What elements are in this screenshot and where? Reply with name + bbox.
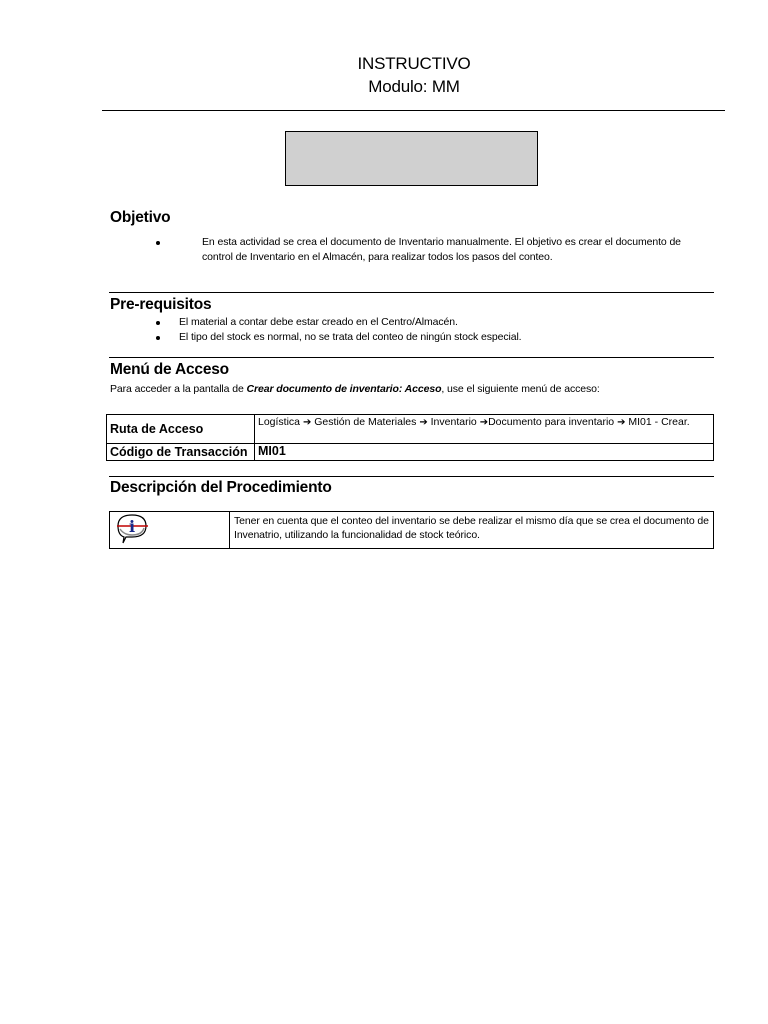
section-divider	[109, 357, 714, 358]
section-divider	[109, 292, 714, 293]
note-table	[109, 511, 714, 549]
transaccion-label: Código de Transacción	[107, 444, 255, 461]
intro-text: Para acceder a la pantalla de	[110, 383, 247, 395]
prerequisitos-bullet-1: El material a contar debe estar creado en el Centro/Almacén.	[179, 316, 458, 328]
arrow-right-icon: ➔	[419, 417, 428, 428]
info-icon	[114, 512, 154, 548]
header-divider	[102, 110, 725, 111]
note-icon-cell	[110, 512, 230, 549]
table-row	[110, 512, 714, 549]
procedimiento-heading: Descripción del Procedimiento	[110, 479, 332, 496]
header-placeholder-box	[285, 131, 538, 186]
section-divider	[109, 476, 714, 477]
menu-acceso-intro	[110, 382, 710, 397]
prerequisitos-bullet-2: El tipo del stock es normal, no se trata del conteo de ningún stock especial.	[179, 331, 522, 343]
document-subtitle: Modulo: MM	[368, 77, 460, 96]
objetivo-heading: Objetivo	[110, 209, 171, 226]
intro-emphasis: Crear documento de inventario: Acceso	[246, 383, 442, 395]
note-text: Tener en cuenta que el conteo del inventario se debe realizar el mismo día que se crea el documento de Invenatrio, utilizando la funcionalidad de stock teórico.	[230, 512, 714, 549]
bullet-icon	[156, 336, 160, 340]
table-row	[107, 415, 714, 444]
ruta-step: Inventario	[430, 416, 477, 428]
ruta-step: Gestión de Materiales	[314, 416, 417, 428]
ruta-value	[255, 415, 714, 444]
bullet-icon	[156, 321, 160, 325]
intro-text-end: , use el siguiente menú de acceso:	[441, 383, 600, 395]
menu-acceso-heading: Menú de Acceso	[110, 361, 229, 378]
bullet-icon	[156, 241, 160, 245]
prerequisitos-heading: Pre-requisitos	[110, 296, 212, 313]
ruta-step: Logística	[258, 416, 301, 428]
ruta-label: Ruta de Acceso	[107, 415, 255, 444]
document-title: INSTRUCTIVO	[357, 54, 471, 73]
ruta-step: MI01 - Crear.	[628, 416, 690, 428]
table-row	[107, 444, 714, 461]
arrow-right-icon: ➔	[302, 417, 312, 428]
arrow-right-icon: ➔	[479, 417, 489, 428]
svg-text:i: i	[128, 517, 136, 536]
transaccion-value: MI01	[255, 444, 714, 461]
access-table	[106, 414, 714, 461]
ruta-step: Documento para inventario	[488, 416, 615, 428]
arrow-right-icon: ➔	[617, 417, 626, 428]
objetivo-bullet-1: En esta actividad se crea el documento de Inventario manualmente. El objetivo es crear el documento de control de Inventario en el Almacén, para realizar todos los pasos del conteo.	[202, 236, 681, 263]
